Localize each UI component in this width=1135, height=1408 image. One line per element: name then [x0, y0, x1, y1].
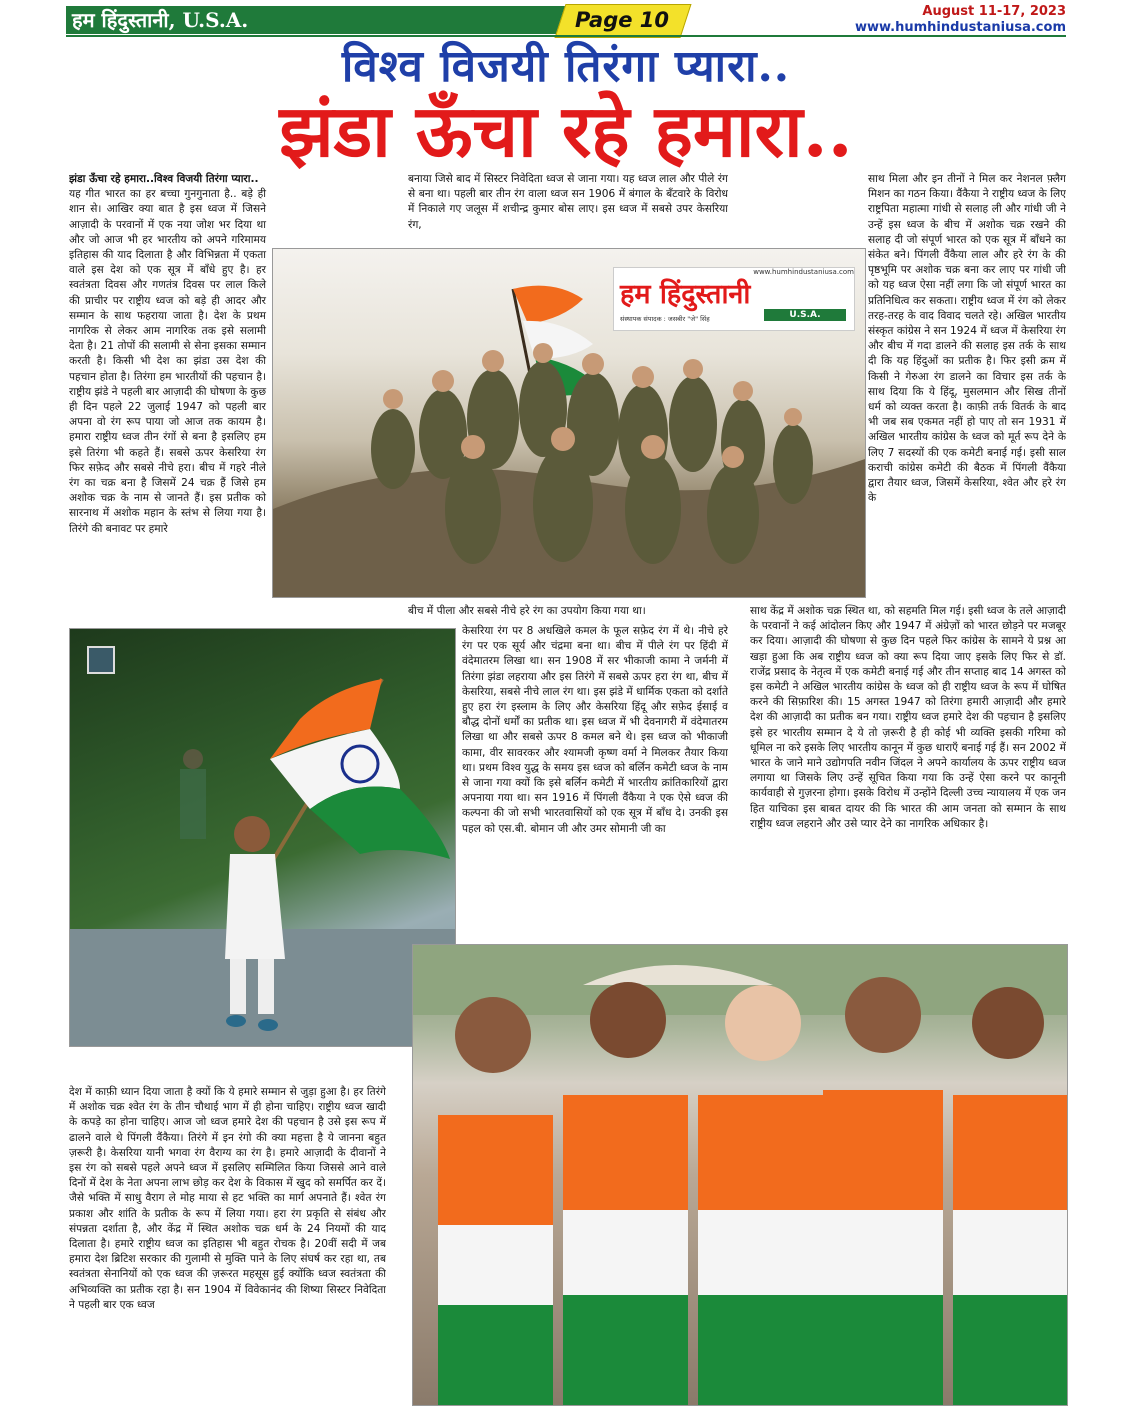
- photo-logo-url: www.humhindustaniusa.com: [753, 268, 854, 276]
- article-column-2-mid: [408, 604, 728, 622]
- header-rule: [66, 35, 1066, 37]
- article-column-2-top: [408, 172, 728, 248]
- soldiers-flag-photo: [272, 248, 866, 598]
- photo-logo-editor: संस्थापक संपादक : जसबीर "जे" सिंह: [620, 315, 710, 323]
- article-column-3-bottom: [750, 604, 1066, 938]
- issue-date: August 11-17, 2023: [922, 4, 1066, 19]
- photo-logo: [613, 267, 855, 331]
- article-text-col2-mid: बीच में पीला और सबसे नीचे हरे रंग का उपयोग किया गया था।: [408, 605, 646, 617]
- article-text-col1: यह गीत भारत का हर बच्चा गुनगुनाता है.. बड़े ही शान से। आखिर क्या बात है इस ध्वज में जिसने आज़ादी के परवानों में एक नया जोश भर दिया था और जो आज भी हर भारतीय को अपने गरिमामय इतिहास की याद दिलाता है और विभिन्नता में एकता वाले इस देश को एक सूत्र में बाँधे हुए है। हर स्वतंत्रता दिवस और गणतंत्र दिवस पर लाल किले की प्राचीर पर राष्ट्रीय ध्वज को बड़े ही आदर और सम्मान के साथ फहराया जाता है। देश के प्रथम नागरिक से लेकर आम नागरिक तक इसे सलामी देता है। 21 तोपों की सलामी से सेना इसका सम्मान करती है। किसी भी देश का झंडा उस देश की पहचान होता है। तिरंगा हम भारतीयों की पहचान है। राष्ट्रीय झंडे ने पहली बार आज़ादी की घोषणा के कुछ ही दिन पहले 22 जुलाई 1947 को पहली बार अपना वो रंग रूप पाया जो आज तक कायम है। हमारा राष्ट्रीय ध्वज तीन रंगों से बना है इसलिए हम इसे तिरंगा भी कहते हैं। सबसे ऊपर केसरिया रंग फिर सफ़ेद और सबसे नीचे हरा। बीच में गहरे नीले रंग का चक्र बना है जिसमें 24 चक्र हैं जिसे हम अशोक चक्र के नाम से जानते हैं। इस प्रतीक को सारनाथ में अशोक महान के स्तंभ से लिया गया है। तिरंगे की बनावट पर हमारे: [69, 188, 266, 535]
- website-link[interactable]: www.humhindustaniusa.com: [854, 20, 1066, 35]
- article-column-2-bottom: [462, 624, 728, 940]
- photo-logo-name: हम हिंदुस्तानी: [620, 279, 751, 310]
- girls-tricolor-photo: [412, 944, 1068, 1406]
- article-lead: झंडा ऊँचा रहे हमारा..विश्व विजयी तिरंगा प्यारा..: [69, 173, 259, 185]
- child-flag-photo: [69, 628, 456, 1047]
- page-number-label: Page 10: [574, 8, 670, 32]
- child-flag-illustration: [70, 629, 455, 1046]
- photo-logo-sub: U.S.A.: [764, 309, 846, 321]
- article-column-1-bottom: [69, 1085, 386, 1403]
- publication-brand: हम हिंदुस्तानी, U.S.A.: [72, 8, 249, 32]
- article-text-col3-bottom: साथ केंद्र में अशोक चक्र स्थित था, को सहमति मिल गई। इसी ध्वज के तले आज़ादी के परवानों ने कई आंदोलन किए और 1947 में अंग्रेज़ों को भारत छोड़ने पर मजबूर कर दिया। आज़ादी की घोषणा से कुछ दिन पहले फिर कांग्रेस के सामने ये प्रश्न आ खड़ा हुआ कि अब राष्ट्रीय ध्वज को क्या रूप दिया जाए इसके लिए फिर से डॉ. राजेंद्र प्रसाद के नेतृत्व में एक कमेटी बनाई गई और तीन सप्ताह बाद 14 अगस्त को इस कमेटी ने अखिल भारतीय कांग्रेस के ध्वज को ही राष्ट्रीय ध्वज के रूप में घोषित करने की सिफ़ारिश की। 15 अगस्त 1947 को तिरंगा हमारी आज़ादी और हमारे देश की आज़ादी का प्रतीक बन गया। राष्ट्रीय ध्वज हमारे देश की पहचान है इसलिए इसे हर भारतीय सम्मान दे ये तो ज़रूरी है ही कोई भी व्यक्ति इसकी गरिमा को धूमिल ना करे इसके लिए भारतीय कानून में कुछ धाराएँ बनाई गई हैं। सन 2002 में भारत के जाने माने उद्योगपति नवीन जिंदल ने अपने कार्यालय के ऊपर राष्ट्रीय ध्वज लगाया था जिसके लिए उन्हें सूचित किया गया कि उन्हें ऐसा करने पर कानूनी कार्यवाही से गुज़रना होगा। इसके विरोध में उन्होंने दिल्ली उच्च न्यायालय में एक जन हित याचिका इस बाबत दायर की कि भारत की आम जनता को सम्मान के साथ राष्ट्रीय ध्वज लहराने और उसे प्यार देने का नागरिक अधिकार है।: [750, 605, 1066, 830]
- girls-tricolor-illustration: [413, 945, 1067, 1405]
- headline-sub: विश्व विजयी तिरंगा प्यारा..: [341, 41, 791, 92]
- article-text-col3-top: साथ मिला और इन तीनों ने मिल कर नेशनल फ़्लैग मिशन का गठन किया। वैंकैया ने राष्ट्रीय ध्वज के लिए राष्ट्रपिता महात्मा गांधी से सलाह ली और गांधी जी ने उन्हें इस ध्वज के बीच में अशोक चक्र रखने की सलाह दी जो संपूर्ण भारत को एक सूत्र में बाँधने का संकेत बने। पिंगली वैंकैया लाल और हरे रंग के की पृष्ठभूमि पर अशोक चक्र बना कर लाए पर गांधी जी को यह ध्वज ऐसा नहीं लगा कि जो संपूर्ण भारत का प्रतिनिधित्व कर सकता। राष्ट्रीय ध्वज में रंग को लेकर तरह-तरह के वाद विवाद चलते रहे। अखिल भारतीय संस्कृत कांग्रेस ने सन 1924 में ध्वज में केसरिया रंग और बीच में गदा डालने की सलाह इस तर्क के साथ दी कि यह हिंदुओं का प्रतीक है। फिर इसी क्रम में किसी ने गेरुआ रंग डालने का विचार इस तर्क के साथ दिया कि ये हिंदू, मुसलमान और सिख तीनों धर्म को व्यक्त करता है। काफ़ी तर्क वितर्क के बाद भी जब सब एकमत नहीं हो पाए तो सन 1931 में अखिल भारतीय कांग्रेस के ध्वज को मूर्त रूप देने के लिए 7 सदस्यों की एक कमेटी बनाई गई। इसी साल कराची कांग्रेस कमेटी की बैठक में पिंगली वैंकैया द्वारा तैयार ध्वज, जिसमें केसरिया, श्वेत और हरे रंग के: [868, 173, 1066, 505]
- headline-main: झंडा ऊँचा रहे हमारा..: [279, 88, 853, 173]
- article-text-col2-top: बनाया जिसे बाद में सिस्टर निवेदिता ध्वज से जाना गया। यह ध्वज लाल और पीले रंग से बना था। पहली बार तीन रंग वाला ध्वज सन 1906 में बंगाल के बँटवारे के विरोध में निकाले गए जलूस में शचीन्द्र कुमार बोस लाए। इस ध्वज में सबसे उपर केसरिया रंग,: [408, 173, 728, 231]
- article-text-col1-bottom: देश में काफ़ी ध्यान दिया जाता है क्यों कि ये हमारे सम्मान से जुड़ा हुआ है। हर तिरंगे में अशोक चक्र श्वेत रंग के तीन चौथाई भाग में ही होना चाहिए। राष्ट्रीय ध्वज खादी के कपड़े का होना चाहिए। आज जो ध्वज हमारे देश की पहचान है उसे इस रूप में ढालने वाले थे पिंगली वैंकैया। तिरंगे में इन रंगो की क्या महत्ता है ये जानना बहुत ज़रूरी है। केसरिया यानी भगवा रंग वैराग्य का रंग है। हमारे आज़ादी के दीवानों ने इस रंग को सबसे पहले अपने ध्वज में इसलिए सम्मिलित किया जिससे आने वाले दिनों में देश के नेता अपना लाभ छोड़ कर देश के विकास में खुद को समर्पित कर दें। जैसे भक्ति में साधु वैराग ले मोह माया से हट भक्ति का मार्ग अपनाते हैं। श्वेत रंग प्रकाश और शांति के प्रतीक के रूप में लिया गया। हरा रंग प्रकृति से संबंध और संपन्नता दर्शाता है, और केंद्र में स्थित अशोक चक्र धर्म के 24 नियमों की याद दिलाता है। हमारे राष्ट्रीय ध्वज का इतिहास भी बहुत रोचक है। 20वीं सदी में जब हमारा देश ब्रिटिश सरकार की गुलामी से मुक्ति पाने के लिए संघर्ष कर रहा था, तब स्वतंत्रता सेनानियों को एक ध्वज की ज़रूरत महसूस हुई क्योंकि ध्वज स्वतंत्रता की अभिव्यक्ति का प्रतीक रहा है। सन 1904 में विवेकानंद की शिष्या सिस्टर निवेदिता ने पहली बार एक ध्वज: [69, 1086, 386, 1311]
- article-text-col2-bottom: केसरिया रंग पर 8 अधखिले कमल के फूल सफ़ेद रंग में थे। नीचे हरे रंग पर एक सूर्य और चंद्रमा बना था। बीच में पीले रंग पर हिंदी में वंदेमातरम लिखा था। सन 1908 में सर भीकाजी कामा ने जर्मनी में तिरंगा झंडा लहराया और इस तिरंगे में सबसे ऊपर हरा रंग था, बीच में केसरिया, सबसे नीचे लाल रंग था। इस झंडे में धार्मिक एकता को दर्शाते हुए हरा रंग इस्लाम के लिए और केसरिया हिंदू और सफ़ेद ईसाई व बौद्ध दोनों धर्मों का प्रतीक था। इस ध्वज में भी देवनागरी में वंदेमातरम लिखा था और सबसे ऊपर 8 कमल बने थे। इस ध्वज को भीकाजी कामा, वीर सावरकर और श्यामजी कृष्ण वर्मा ने मिलकर तैयार किया था। प्रथम विश्व युद्ध के समय इस ध्वज को बर्लिन कमेटी ध्वज के नाम से जाना गया क्यों कि इसे बर्लिन कमेटी में भारतीय क्रांतिकारियों द्वारा अपनाया गया था। सन 1916 में पिंगली वैंकैया ने एक ऐसे ध्वज की कल्पना की जो सभी भारतवासियों को एक सूत्र में बाँध दे। उनकी इस पहल को एस.बी. बोमान जी और उमर सोमानी जी का: [462, 625, 728, 835]
